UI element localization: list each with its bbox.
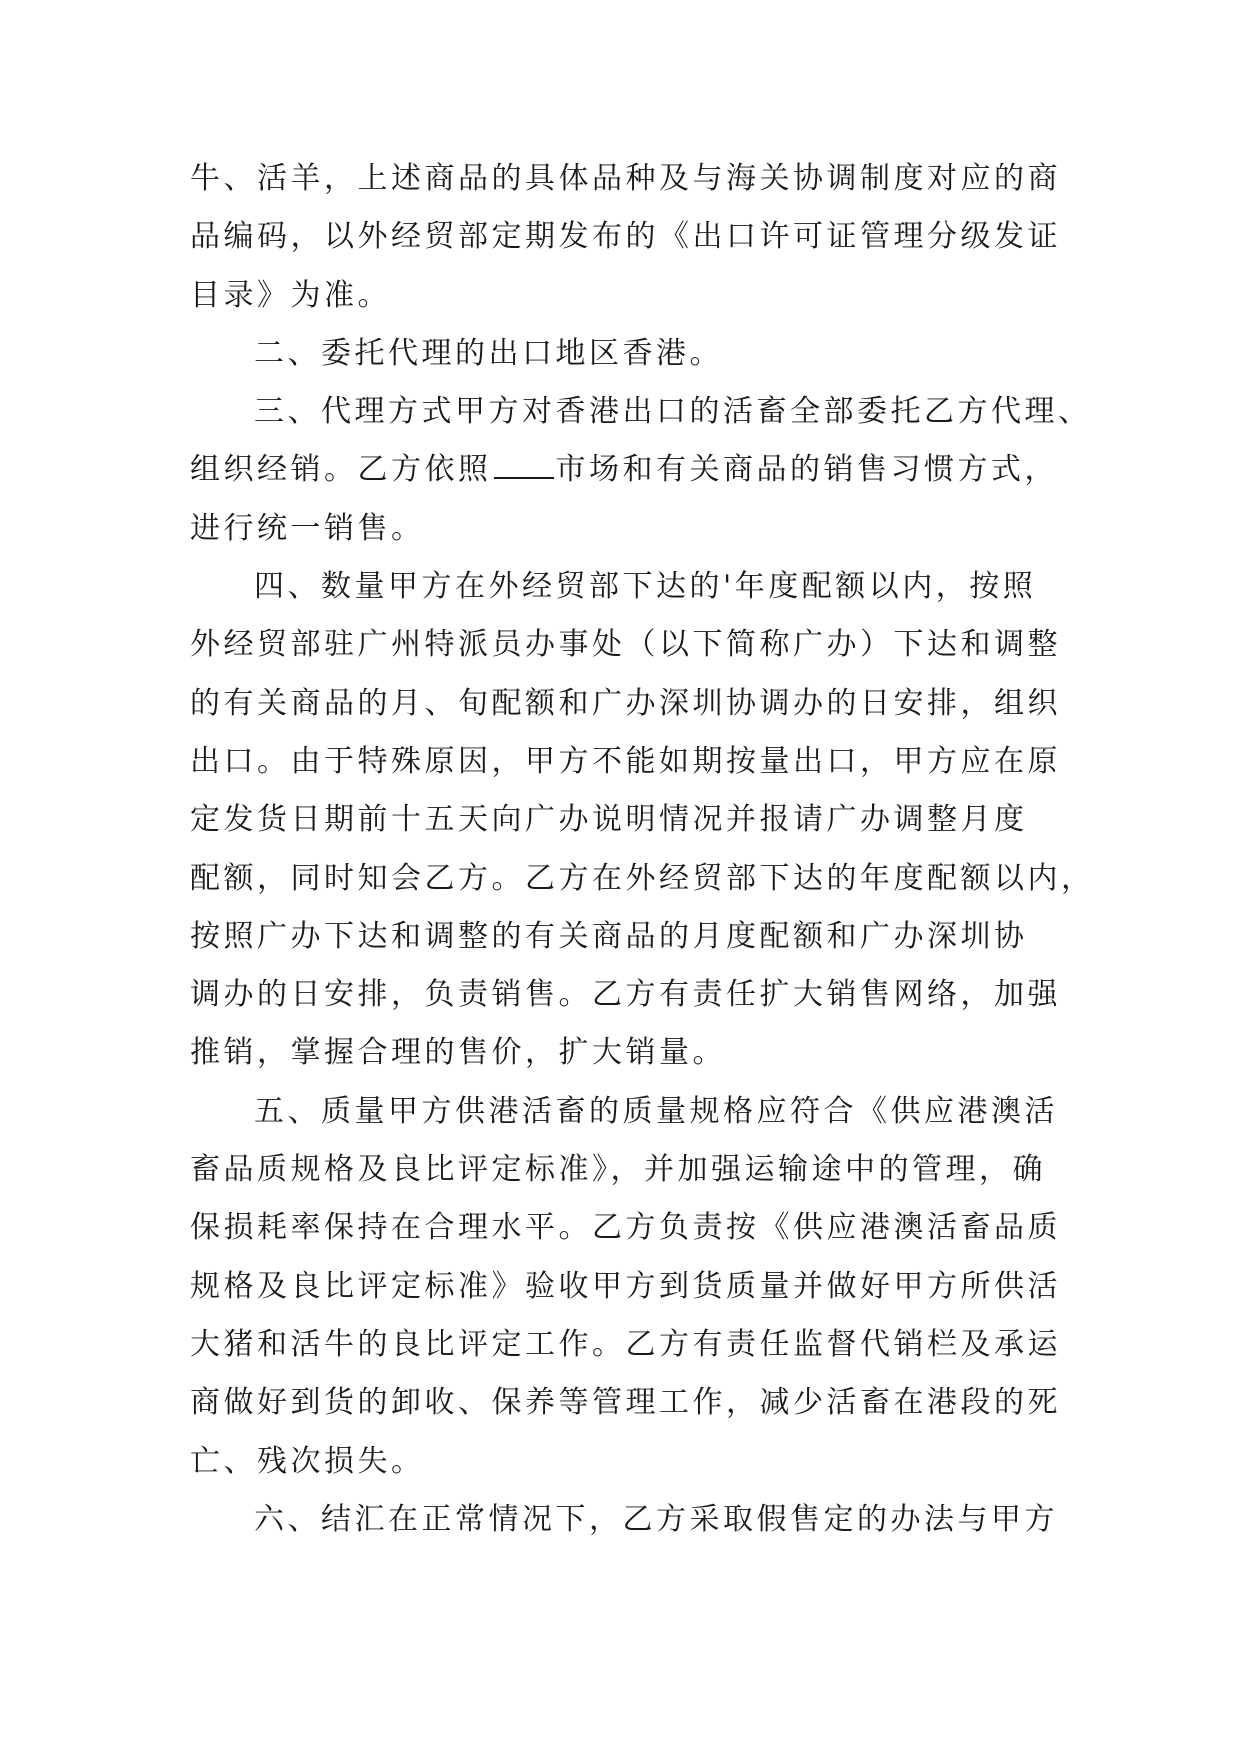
document-page (190, 150, 1095, 1549)
text-line: 保损耗率保持在合理水平。乙方负责按《供应港澳活畜品质 (190, 1210, 1061, 1246)
text-line: 配额，同时知会乙方。乙方在外经贸部下达的年度配额以内， (190, 860, 1095, 896)
text-segment: 组织经销。乙方依照 (190, 452, 492, 488)
text-line: 推销，掌握合理的售价，扩大销量。 (190, 1035, 726, 1071)
text-line-with-blank (190, 441, 1058, 499)
text-line: 亡、残次损失。 (190, 1443, 425, 1479)
paragraph-section-4 (190, 558, 1095, 1083)
paragraph-section-6 (190, 1491, 1058, 1549)
paragraph-continuation (190, 150, 1061, 325)
text-line: 进行统一销售。 (190, 510, 425, 546)
fill-in-blank (494, 451, 554, 479)
text-line: 三、代理方式甲方对香港出口的活畜全部委托乙方代理、 (254, 394, 1092, 430)
text-line: 目录》为准。 (190, 277, 391, 313)
text-segment: 市场和有关商品的销售习惯方式， (555, 452, 1058, 488)
text-line: 定发货日期前十五天向广办说明情况并报请广办调整月度 (190, 802, 1028, 838)
text-line: 品编码，以外经贸部定期发布的《出口许可证管理分级发证 (190, 219, 1061, 255)
paragraph-section-3 (190, 383, 1092, 558)
text-line: 六、结汇在正常情况下，乙方采取假售定的办法与甲方 (254, 1501, 1058, 1537)
text-line: 商做好到货的卸收、保养等管理工作，减少活畜在港段的死 (190, 1385, 1061, 1421)
text-line: 四、数量甲方在外经贸部下达的'年度配额以内，按照 (254, 569, 1037, 605)
text-line: 二、委托代理的出口地区香港。 (254, 335, 723, 371)
text-line: 规格及良比评定标准》验收甲方到货质量并做好甲方所供活 (190, 1268, 1061, 1304)
paragraph-section-5 (190, 1083, 1061, 1491)
text-line: 的有关商品的月、旬配额和广办深圳协调办的日安排，组织 (190, 685, 1061, 721)
text-line: 调办的日安排，负责销售。乙方有责任扩大销售网络，加强 (190, 977, 1061, 1013)
text-line: 外经贸部驻广州特派员办事处（以下简称广办）下达和调整 (190, 627, 1061, 663)
text-line: 牛、活羊，上述商品的具体品种及与海关协调制度对应的商 (190, 161, 1061, 196)
paragraph-section-2 (190, 325, 1050, 383)
text-line: 畜品质规格及良比评定标准》，并加强运输途中的管理，确 (190, 1152, 1046, 1188)
text-line: 按照广办下达和调整的有关商品的月度配额和广办深圳协 (190, 918, 1028, 954)
text-line: 出口。由于特殊原因，甲方不能如期按量出口，甲方应在原 (190, 743, 1061, 779)
text-line: 大猪和活牛的良比评定工作。乙方有责任监督代销栏及承运 (190, 1326, 1061, 1362)
text-line: 五、质量甲方供港活畜的质量规格应符合《供应港澳活 (254, 1093, 1058, 1129)
